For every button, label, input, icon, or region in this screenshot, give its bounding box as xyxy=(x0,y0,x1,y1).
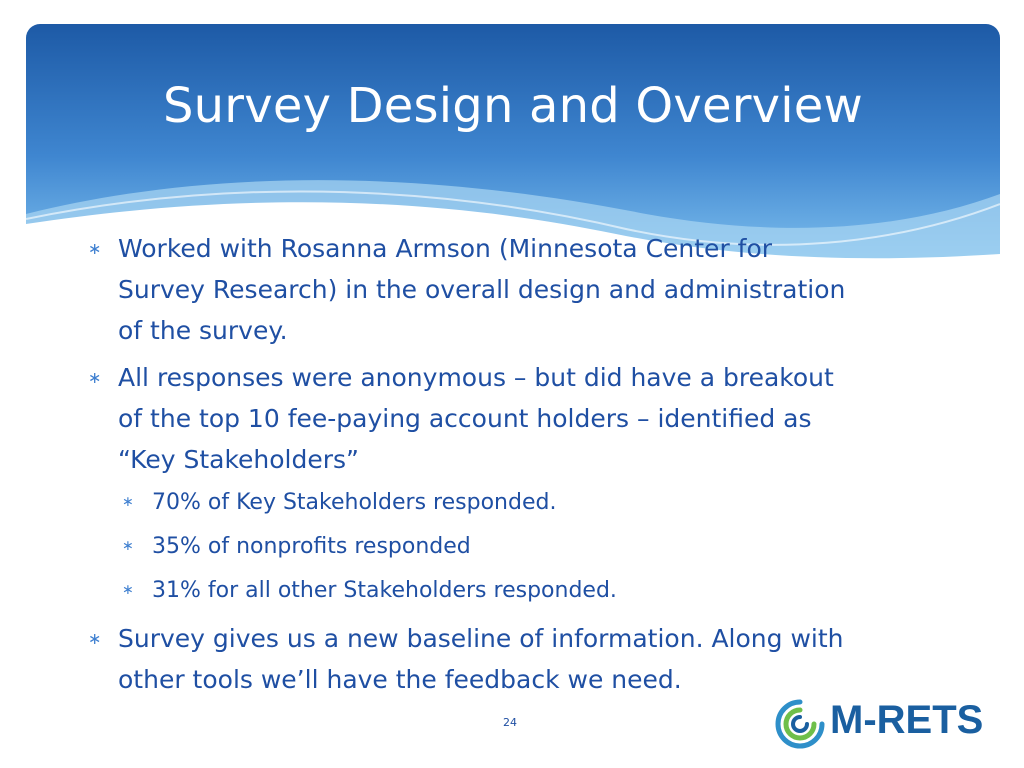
bullet-line: Survey Research) in the overall design and administration xyxy=(118,275,846,304)
bullet-asterisk-icon: ∗ xyxy=(122,494,134,510)
sub-bullet-text: 31% for all other Stakeholders responded. xyxy=(152,578,617,603)
m-rets-logo xyxy=(772,694,1004,750)
logo-text: M-RETS xyxy=(830,698,984,742)
bullet-line: of the top 10 fee-paying account holders – identified as xyxy=(118,404,812,433)
bullet-item xyxy=(86,228,966,351)
sub-bullet-item xyxy=(86,574,966,607)
bullet-line: of the survey. xyxy=(118,316,288,345)
bullet-line: Worked with Rosanna Armson (Minnesota Center for xyxy=(118,234,773,263)
swirl-logo-icon xyxy=(772,696,828,752)
slide-content xyxy=(86,228,966,706)
bullet-item xyxy=(86,618,966,700)
bullet-asterisk-icon: ∗ xyxy=(122,538,134,554)
bullet-line: other tools we’ll have the feedback we need. xyxy=(118,665,682,694)
sub-bullet-item xyxy=(86,530,966,563)
page-number: 24 xyxy=(503,716,517,729)
bullet-line: Survey gives us a new baseline of information. Along with xyxy=(118,624,844,653)
sub-bullet-text: 35% of nonprofits responded xyxy=(152,534,471,559)
bullet-line: “Key Stakeholders” xyxy=(118,445,360,474)
bullet-asterisk-icon: ∗ xyxy=(122,582,134,598)
bullet-asterisk-icon: ∗ xyxy=(88,239,102,258)
sub-bullet-item xyxy=(86,486,966,519)
sub-bullet-text: 70% of Key Stakeholders responded. xyxy=(152,490,557,515)
bullet-item xyxy=(86,357,966,480)
bullet-asterisk-icon: ∗ xyxy=(88,368,102,387)
slide-title: Survey Design and Overview xyxy=(163,78,863,134)
bullet-asterisk-icon: ∗ xyxy=(88,629,102,648)
bullet-line: All responses were anonymous – but did have a breakout xyxy=(118,363,834,392)
